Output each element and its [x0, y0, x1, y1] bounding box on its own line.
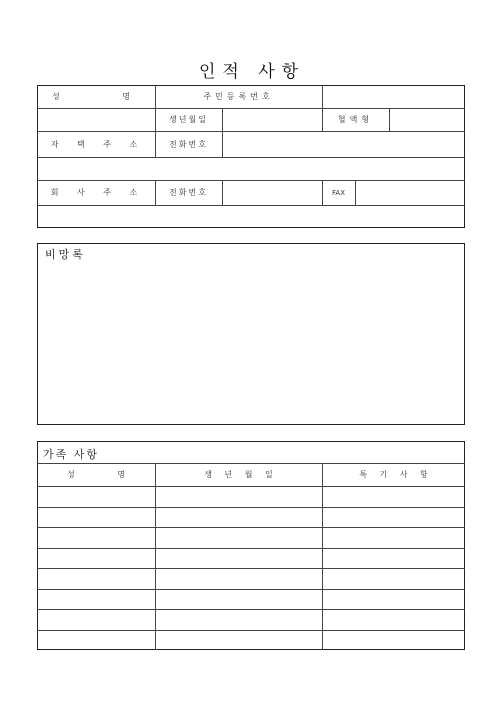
birth-date-label: 생년월일 — [169, 115, 208, 124]
memo-title: 비망록 — [45, 248, 86, 261]
family-col-remarks: 특 기 사 항 — [359, 470, 428, 479]
table-col-divider — [155, 463, 156, 650]
table-row-divider — [37, 630, 465, 631]
row-divider — [37, 108, 465, 109]
table-row-divider — [37, 568, 465, 569]
table-row-divider — [37, 589, 465, 590]
table-row-divider — [37, 548, 465, 549]
name-label: 성 명 — [52, 92, 140, 101]
family-col-birth: 생 년 월 일 — [204, 470, 273, 479]
table-row-divider — [37, 609, 465, 610]
col-divider — [389, 108, 390, 131]
page-title: 인적 사항 — [198, 62, 306, 82]
home-address-label: 자 택 주 소 — [50, 139, 142, 149]
col-divider — [222, 180, 223, 205]
resident-number-label: 주민등록번호 — [203, 92, 274, 101]
header-divider — [37, 486, 465, 487]
blood-type-label: 혈액형 — [337, 115, 374, 124]
table-col-divider — [322, 463, 323, 650]
company-address-label: 회 사 주 소 — [50, 188, 142, 197]
family-col-name: 성 명 — [67, 470, 125, 479]
col-divider — [222, 108, 223, 131]
table-row-divider — [37, 527, 465, 528]
row-divider — [37, 157, 465, 158]
family-title: 가족 사항 — [43, 448, 100, 461]
table-row-divider — [37, 507, 465, 508]
row-divider — [37, 205, 465, 206]
fax-label: FAX — [332, 188, 345, 197]
col-divider — [222, 131, 223, 157]
col-divider — [355, 180, 356, 205]
memo-box — [37, 243, 465, 425]
home-phone-label: 전화번호 — [169, 139, 208, 149]
company-phone-label: 전화번호 — [169, 188, 208, 197]
